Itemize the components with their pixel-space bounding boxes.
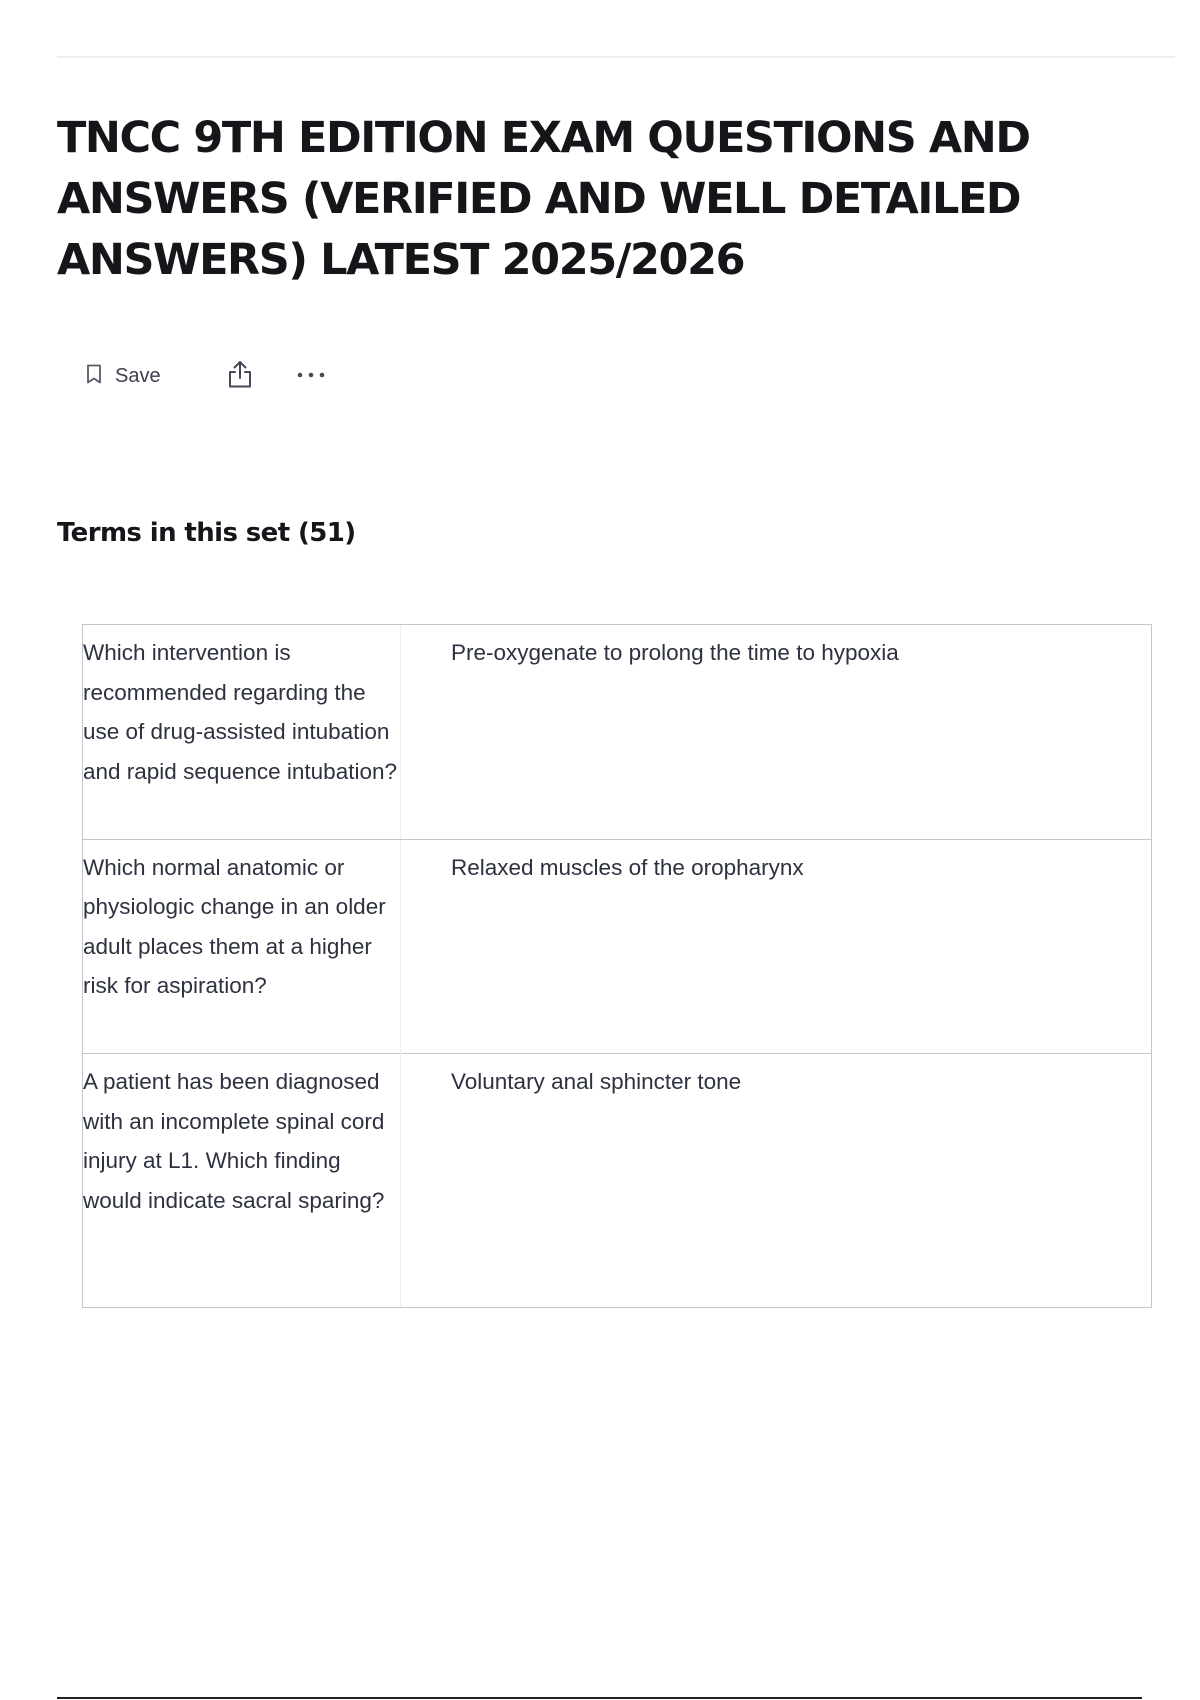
more-options-button[interactable] (296, 367, 326, 385)
definition-text: Relaxed muscles of the oropharynx (451, 854, 804, 880)
top-divider (57, 56, 1175, 58)
term-text: Which normal anatomic or physiologic change in an older adult places them at a higher risk for aspiration? (83, 840, 401, 1054)
save-button[interactable] (86, 364, 226, 389)
terms-heading: Terms in this set (51) (57, 518, 356, 548)
more-dots-icon (296, 367, 326, 385)
term-row (82, 1053, 1152, 1308)
term-text: Which intervention is recommended regarding the use of drug-assisted intubation and rapid sequence intubation? (83, 625, 401, 839)
term-text: A patient has been diagnosed with an incomplete spinal cord injury at L1. Which finding would indicate sacral sparing? (83, 1054, 401, 1307)
share-button[interactable] (226, 359, 296, 394)
page-title: TNCC 9TH EDITION EXAM QUESTIONS AND ANSWERS (VERIFIED AND WELL DETAILED ANSWERS) LATEST 2025/2026 (57, 113, 1030, 285)
action-toolbar (86, 358, 326, 394)
term-row (82, 624, 1152, 840)
term-row (82, 839, 1152, 1055)
save-label: Save (115, 364, 161, 387)
terms-table (82, 624, 1152, 1307)
definition-text: Voluntary anal sphincter tone (451, 1069, 742, 1094)
definition-text: Pre-oxygenate to prolong the time to hypoxia (451, 640, 899, 665)
share-icon (226, 359, 254, 394)
bottom-divider (57, 1697, 1142, 1699)
bookmark-icon (86, 364, 102, 389)
